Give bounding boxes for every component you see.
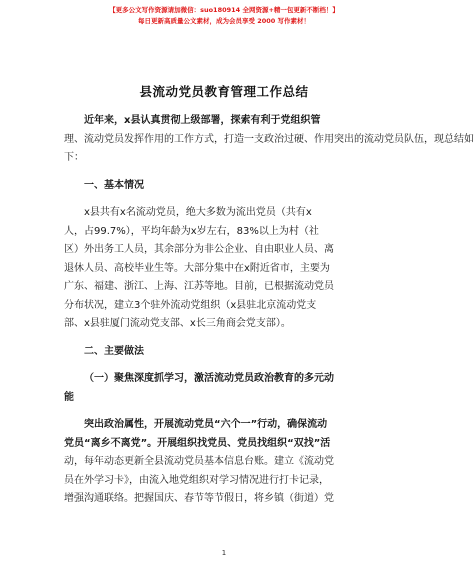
intro-line-3: 下： [64,152,84,163]
promo-banner [0,5,448,27]
work-line-1: 突出政治属性，开展流动党员“六个一”行动，确保流动 [84,419,328,430]
work-line-2: 党员“离乡不离党”。开展组织找党员、党员找组织“双找”活 [64,437,331,449]
basic-line-3: 区）外出务工人员，其余部分为非公企业、自由职业人员、离 [64,244,334,255]
basic-line-1: x县共有x名流动党员，绝大多数为流出党员（共有x [84,207,312,218]
basic-line-6: 分布状况，建立3个驻外流动党组织（x县驻北京流动党支 [64,299,317,311]
subsection-heading-1-cont: 能 [64,391,74,403]
subsection-heading-1: （一）聚焦深度抓学习，激活流动党员政治教育的多元动 [84,373,334,384]
work-line-3: 动，每年动态更新全县流动党员基本信息台账。建立《流动党 [64,456,334,467]
basic-line-7: 部、x县驻厦门流动党支部、x长三角商会党支部）。 [64,318,291,329]
section-heading-practices: 二、主要做法 [84,345,144,357]
basic-line-2: 人，占99.7%），平均年龄为x岁左右，83%以上为村（社 [64,225,319,237]
intro-line-1: 近年来，x县认真贯彻上级部署，探索有利于党组织管 [84,115,321,126]
basic-line-4: 退休人员、高校毕业生等。大部分集中在x附近省市，主要为 [64,262,330,274]
page-number: 1 [221,549,227,557]
work-line-4: 员在外学习卡》，由流入地党组织对学习情况进行打卡记录， [64,474,329,486]
document-body [64,112,474,509]
intro-line-2: 理、流动党员发挥作用的工作方式，打造一支政治过硬、作用突出的流动党员队伍，现总结如 [64,133,474,145]
section-heading-basic: 一、基本情况 [84,179,144,191]
work-line-5: 增强沟通联络。把握国庆、春节等节假日，将乡镇（街道）党 [64,493,334,504]
banner-line-2[interactable]: 每日更新高质量公文素材，成为会员享受 2000 写作素材！ [137,17,311,25]
banner-line-1[interactable]: 【更多公文写作资源请加微信：suo180914 全网资源+精一包更新不断档！】 [109,6,339,14]
document-title: 县流动党员教育管理工作总结 [139,84,309,99]
basic-line-5: 广东、福建、浙江、上海、江苏等地。目前，已根据流动党员 [64,281,334,292]
